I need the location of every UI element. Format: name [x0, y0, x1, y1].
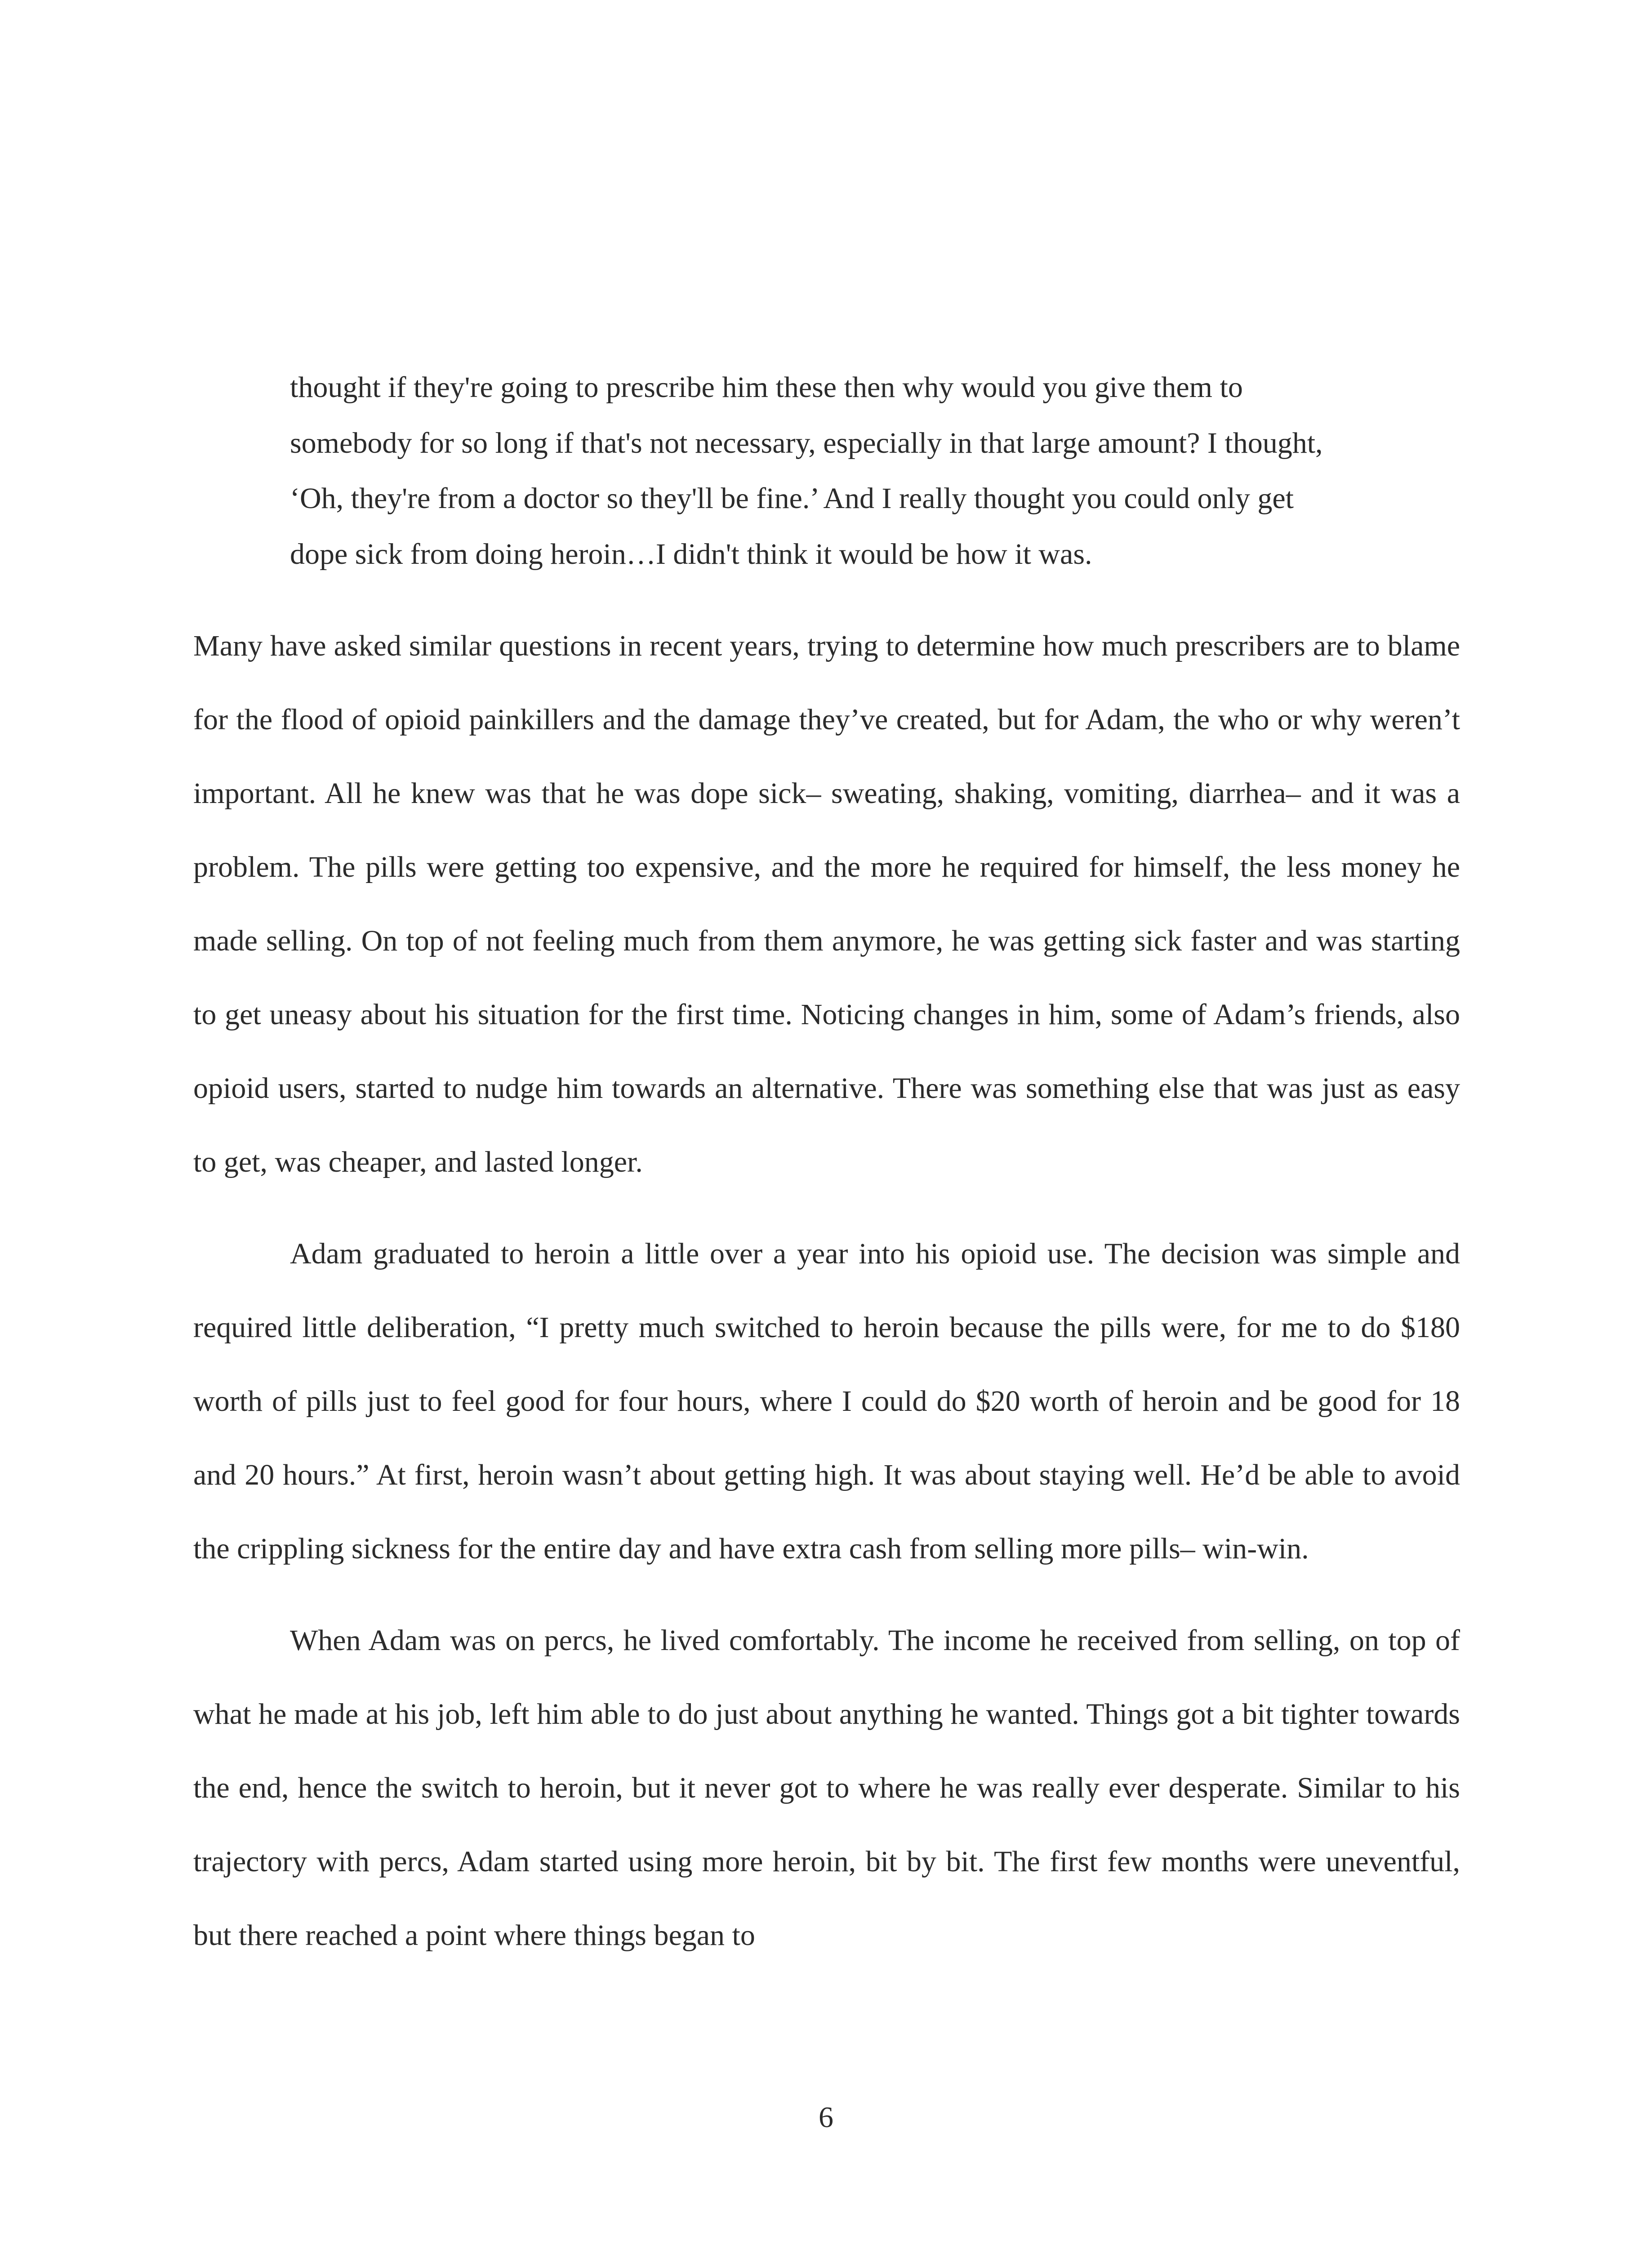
paragraph: Adam graduated to heroin a little over a year into his opioid use. The decision was simple and required little deliberation, “I pretty much switched to heroin because the pills were, for me to do $180 worth of pills just to feel good for four hours, where I could do $20 worth of heroin and be good for 18 and 20 hours.” At first, heroin wasn’t about getting high. It was about staying well. He’d be able to avoid the crippling sickness for the entire day and have extra cash from selling more pills– win-win. — [193, 1237, 1460, 1565]
quote-line: ‘Oh, they're from a doctor so they'll be fine.’ And I really thought you could only get — [290, 482, 1294, 515]
block-quote — [290, 360, 1460, 582]
quote-line: dope sick from doing heroin…I didn't think it would be how it was. — [290, 537, 1092, 571]
quote-line: somebody for so long if that's not necessary, especially in that large amount? I thought, — [290, 426, 1323, 459]
page-number: 6 — [819, 2101, 833, 2134]
quote-line: thought if they're going to prescribe him these then why would you give them to — [290, 371, 1243, 404]
body-text — [193, 609, 1460, 1972]
paragraph: When Adam was on percs, he lived comfortably. The income he received from selling, on top of what he made at his job, left him able to do just about anything he wanted. Things got a bit tighter towards the end, hence the switch to heroin, but it never got to where he was really ever desperate. Similar to his trajectory with percs, Adam started using more heroin, bit by bit. The first few months were uneventful, but there reached a point where things began to — [193, 1624, 1460, 1952]
paragraph: Many have asked similar questions in recent years, trying to determine how much prescribers are to blame for the flood of opioid painkillers and the damage they’ve created, but for Adam, the who or why weren’t important. All he knew was that he was dope sick– sweating, shaking, vomiting, diarrhea– and it was a problem. The pills were getting too expensive, and the more he required for himself, the less money he made selling. On top of not feeling much from them anymore, he was getting sick faster and was starting to get uneasy about his situation for the first time. Noticing changes in him, some of Adam’s friends, also opioid users, started to nudge him towards an alternative. There was something else that was just as easy to get, was cheaper, and lasted longer. — [193, 629, 1460, 1178]
